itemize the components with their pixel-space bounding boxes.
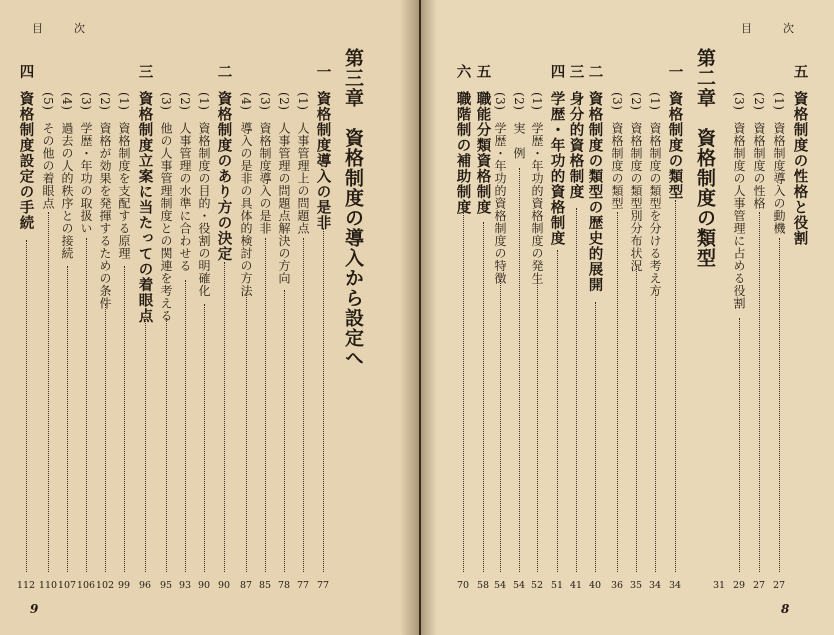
item-mark: (2) <box>512 92 526 111</box>
page-ref: 93 <box>178 580 192 591</box>
section-title: 職階制の補助制度 <box>454 91 472 215</box>
dot-leader <box>265 238 266 572</box>
dot-leader <box>26 240 27 572</box>
item-mark: (3) <box>79 92 93 111</box>
dot-leader <box>86 238 87 572</box>
section-number: 一 <box>314 64 332 79</box>
dot-leader <box>48 212 49 572</box>
item-text: 資格制度導入の是非 <box>258 122 272 235</box>
dot-leader <box>67 266 68 572</box>
item-mark: (3) <box>159 92 173 111</box>
page-ref: 110 <box>38 580 58 591</box>
item-mark: (3) <box>258 92 272 111</box>
item-mark: (2) <box>752 92 766 111</box>
section-title: 資格制度導入の是非 <box>314 91 332 231</box>
section-number: 一 <box>666 64 684 79</box>
dot-leader <box>284 290 285 572</box>
gutter-shadow-left <box>400 0 419 635</box>
item-text: 人事管理の水準に合わせる <box>178 122 192 272</box>
item-text: 資格制度の類型 <box>610 122 624 210</box>
page-ref: 112 <box>16 580 36 591</box>
page-ref: 34 <box>668 580 682 591</box>
page-ref: 31 <box>712 580 726 591</box>
page-ref: 99 <box>117 580 131 591</box>
item-text: 導入の是非の具体的検討の方法 <box>239 122 253 297</box>
item-mark: (5) <box>41 92 55 111</box>
page-ref: 90 <box>197 580 211 591</box>
dot-leader <box>105 304 106 572</box>
item-text: 資格制度の類型別分布状況 <box>629 122 643 272</box>
item-text: 人事管理上の問題点 <box>296 122 310 235</box>
page-ref: 87 <box>239 580 253 591</box>
section-number: 六 <box>454 64 472 79</box>
section-title: 学歴・年功的資格制度 <box>548 91 566 246</box>
chapter-title: 第三章 資格制度の導入から設定へ <box>342 48 364 368</box>
item-mark: (2) <box>629 92 643 111</box>
item-mark: (4) <box>60 92 74 111</box>
item-text: 他の人事管理制度との関連を考える <box>159 122 173 322</box>
item-text: 学歴・年功の取扱い <box>79 122 93 235</box>
page-ref: 95 <box>159 580 173 591</box>
item-mark: (2) <box>98 92 112 111</box>
dot-leader <box>166 318 167 572</box>
chapter-title: 第二章 資格制度の類型 <box>694 48 716 268</box>
item-mark: (2) <box>178 92 192 111</box>
item-text: その他の着眼点 <box>41 122 55 210</box>
page-ref: 85 <box>258 580 272 591</box>
page-ref: 96 <box>138 580 152 591</box>
page-ref: 107 <box>57 580 77 591</box>
page-ref: 70 <box>456 580 470 591</box>
dot-leader <box>323 228 324 572</box>
section-number: 四 <box>548 64 566 79</box>
page-ref: 52 <box>530 580 544 591</box>
page-ref: 77 <box>296 580 310 591</box>
header-left-char: 目 <box>741 22 752 35</box>
page-number: 9 <box>30 602 39 616</box>
dot-leader <box>224 262 225 572</box>
dot-leader <box>759 212 760 572</box>
item-text: 人事管理の問題点解決の方向 <box>277 122 291 285</box>
page-ref: 41 <box>569 580 583 591</box>
item-mark: (1) <box>648 92 662 111</box>
dot-leader <box>617 212 618 572</box>
item-mark: (1) <box>117 92 131 111</box>
item-text: 学歴・年功的資格制度の特徴 <box>493 122 507 285</box>
item-mark: (3) <box>732 92 746 111</box>
header-left-char: 目 <box>32 22 43 35</box>
dot-leader <box>557 250 558 572</box>
section-number: 三 <box>136 64 154 79</box>
section-title: 資格制度の類型の歴史的展開 <box>586 91 604 293</box>
page-ref: 102 <box>95 580 115 591</box>
page-ref: 27 <box>752 580 766 591</box>
item-mark: (1) <box>530 92 544 111</box>
dot-leader <box>636 266 637 572</box>
page-ref: 51 <box>550 580 564 591</box>
page-ref: 106 <box>76 580 96 591</box>
dot-leader <box>537 280 538 572</box>
dot-leader <box>779 238 780 572</box>
dot-leader <box>739 318 740 572</box>
dot-leader <box>246 292 247 572</box>
section-number: 二 <box>586 64 604 79</box>
dot-leader <box>185 280 186 572</box>
section-number: 二 <box>215 64 233 79</box>
dot-leader <box>576 208 577 572</box>
page-ref: 54 <box>493 580 507 591</box>
item-mark: (1) <box>296 92 310 111</box>
page-ref: 27 <box>772 580 786 591</box>
section-number: 三 <box>567 64 585 79</box>
section-title: 資格制度の性格と役割 <box>791 91 809 246</box>
item-text: 資格が効果を発揮するための条件 <box>98 122 112 310</box>
item-mark: (1) <box>197 92 211 111</box>
item-text: 資格制度の類型を分ける考え方 <box>648 122 662 297</box>
dot-leader <box>145 312 146 572</box>
header-right-char: 次 <box>783 22 794 35</box>
item-mark: (2) <box>277 92 291 111</box>
item-text: 資格制度の人事管理に占める役割 <box>732 122 746 310</box>
dot-leader <box>675 200 676 572</box>
item-mark: (3) <box>610 92 624 111</box>
item-text: 資格制度の性格 <box>752 122 766 210</box>
dot-leader <box>500 280 501 572</box>
section-number: 五 <box>791 64 809 79</box>
page-number: 8 <box>781 602 790 616</box>
page-ref: 34 <box>648 580 662 591</box>
header-right-char: 次 <box>74 22 85 35</box>
section-number: 四 <box>17 64 35 79</box>
page-ref: 54 <box>512 580 526 591</box>
item-text: 過去の人的秩序との接続 <box>60 122 74 260</box>
section-number: 五 <box>474 64 492 79</box>
section-title: 職能分類資格制度 <box>474 91 492 215</box>
section-title: 資格制度の類型 <box>666 91 684 200</box>
dot-leader <box>595 302 596 572</box>
page-ref: 35 <box>629 580 643 591</box>
gutter-shadow-right <box>421 0 437 635</box>
page-ref: 77 <box>316 580 330 591</box>
page-ref: 36 <box>610 580 624 591</box>
dot-leader <box>124 266 125 572</box>
dot-leader <box>303 238 304 572</box>
page-ref: 78 <box>277 580 291 591</box>
dot-leader <box>483 222 484 572</box>
dot-leader <box>655 290 656 572</box>
dot-leader <box>204 304 205 572</box>
item-mark: (3) <box>493 92 507 111</box>
section-title: 資格制度設定の手続 <box>17 91 35 231</box>
dot-leader <box>519 168 520 572</box>
section-title: 資格制度のあり方の決定 <box>215 91 233 262</box>
item-text: 資格制度導入の動機 <box>772 122 786 235</box>
item-mark: (1) <box>772 92 786 111</box>
item-mark: (4) <box>239 92 253 111</box>
item-text: 実 例 <box>512 122 526 160</box>
item-text: 資格制度を支配する原理 <box>117 122 131 260</box>
item-text: 学歴・年功的資格制度の発生 <box>530 122 544 285</box>
item-text: 資格制度の目的・役割の明確化 <box>197 122 211 297</box>
section-title: 身分的資格制度 <box>567 91 585 200</box>
section-title: 資格制度立案に当たっての着眼点 <box>136 91 154 324</box>
page-ref: 90 <box>217 580 231 591</box>
page-ref: 40 <box>588 580 602 591</box>
dot-leader <box>463 208 464 572</box>
page-ref: 58 <box>476 580 490 591</box>
page-ref: 29 <box>732 580 746 591</box>
right-page <box>421 0 834 635</box>
